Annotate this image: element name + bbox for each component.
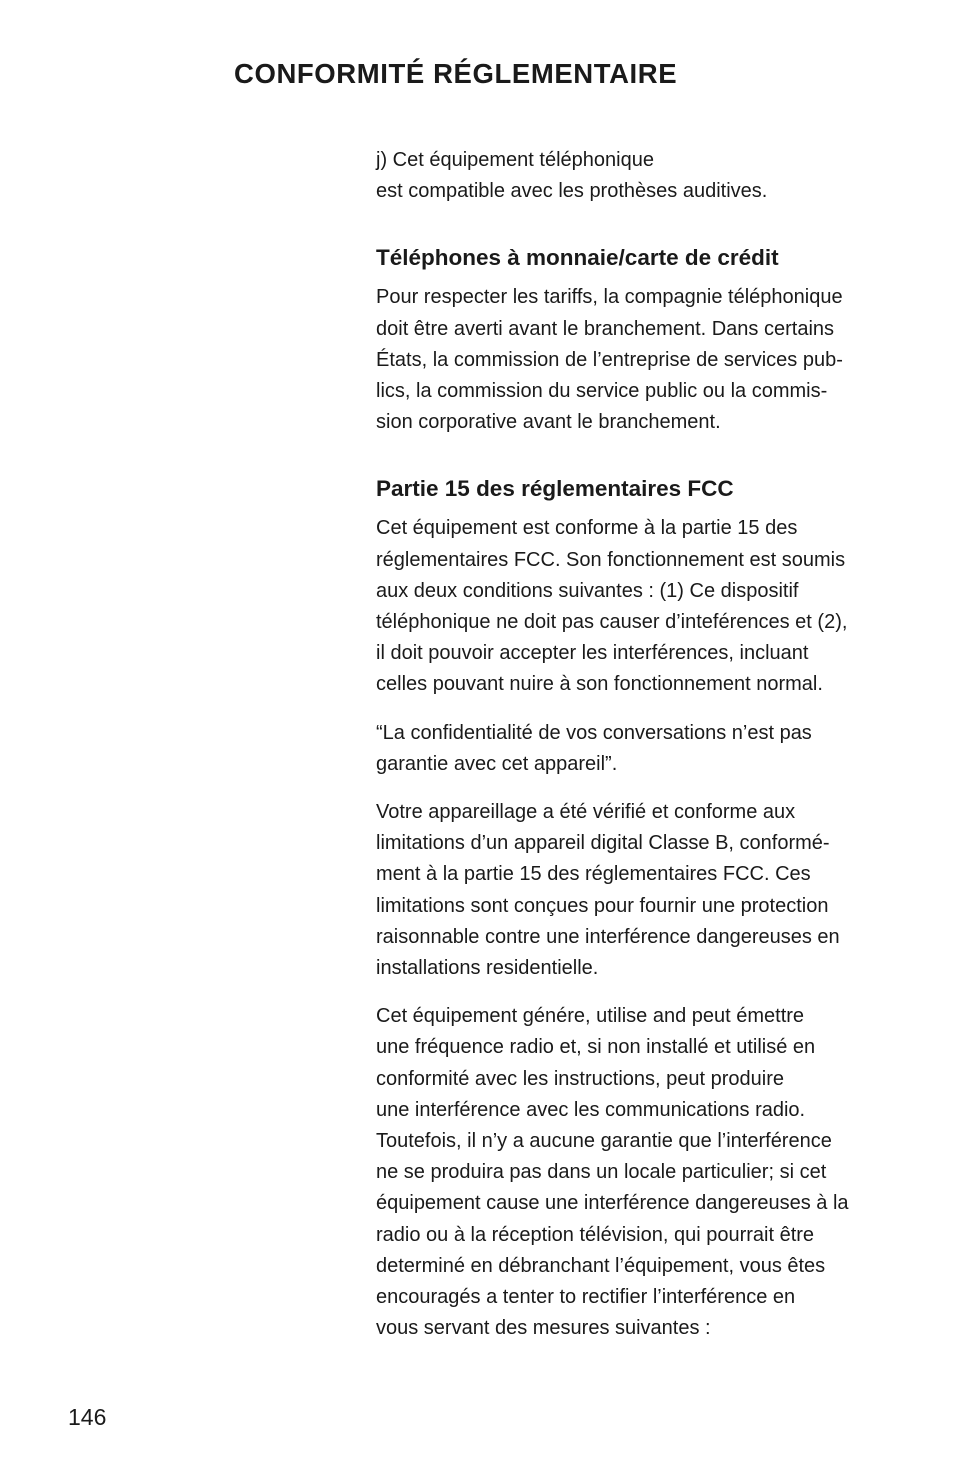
text-line: réglementaires FCC. Son fonctionnement est soumis xyxy=(376,548,846,571)
text-line: est compatible avec les prothèses auditives. xyxy=(376,180,768,203)
text-line: j) Cet équipement téléphonique xyxy=(376,149,654,171)
section-heading-coin-telephones: Téléphones à monnaie/carte de crédit xyxy=(376,245,779,271)
page-number: 146 xyxy=(68,1404,107,1430)
text-line: une fréquence radio et, si non installé et utilisé en xyxy=(376,1036,816,1059)
text-line: aux deux conditions suivantes : (1) Ce dispositif xyxy=(376,579,799,602)
text-line: États, la commission de l’entreprise de services pub- xyxy=(376,348,843,371)
text-line: “La confidentialité de vos conversations n’est pas xyxy=(376,721,812,744)
coin-telephones-paragraph xyxy=(376,282,936,438)
text-line: sion corporative avant le branchement. xyxy=(376,411,721,434)
text-line: Cet équipement est conforme à la partie 15 des xyxy=(376,517,798,540)
text-line: installations residentielle. xyxy=(376,957,599,980)
section-heading-fcc-part-15: Partie 15 des réglementaires FCC xyxy=(376,476,734,502)
text-line: encouragés a tenter to rectifier l’interférence en xyxy=(376,1286,796,1309)
text-line: garantie avec cet appareil”. xyxy=(376,752,618,775)
text-line: Pour respecter les tariffs, la compagnie téléphonique xyxy=(376,286,843,309)
main-content xyxy=(376,145,936,1345)
text-line: Cet équipement génére, utilise and peut émettre xyxy=(376,1005,805,1028)
text-line: radio ou à la réception télévision, qui pourrait être xyxy=(376,1223,815,1246)
fcc-paragraph-class-b xyxy=(376,797,936,984)
text-line: Votre appareillage a été vérifié et conforme aux xyxy=(376,801,796,824)
text-line: limitations sont conçues pour fournir une protection xyxy=(376,894,829,917)
text-line: équipement cause une interférence dangereuses à la xyxy=(376,1192,849,1215)
text-line: Toutefois, il n’y a aucune garantie que l’interférence xyxy=(376,1130,832,1153)
text-line: doit être averti avant le branchement. Dans certains xyxy=(376,317,835,340)
text-line: ment à la partie 15 des réglementaires FCC. Ces xyxy=(376,863,811,886)
fcc-paragraph-privacy xyxy=(376,718,936,780)
text-line: ne se produira pas dans un locale particulier; si cet xyxy=(376,1161,827,1184)
text-line: limitations d’un appareil digital Classe B, conformé- xyxy=(376,832,830,855)
text-line: determiné en débranchant l’équipement, vous êtes xyxy=(376,1254,826,1277)
text-line: celles pouvant nuire à son fonctionnement normal. xyxy=(376,673,823,696)
fcc-paragraph-interference xyxy=(376,1001,936,1344)
text-line: une interférence avec les communications radio. xyxy=(376,1098,806,1121)
text-line: lics, la commission du service public ou la commis- xyxy=(376,380,828,403)
text-line: raisonnable contre une interférence dangereuses en xyxy=(376,925,840,948)
page-title: CONFORMITÉ RÉGLEMENTAIRE xyxy=(234,58,678,89)
text-line: vous servant des mesures suivantes : xyxy=(376,1317,711,1340)
text-line: conformité avec les instructions, peut produire xyxy=(376,1067,784,1090)
text-line: il doit pouvoir accepter les interférences, incluant xyxy=(376,642,809,665)
intro-paragraph xyxy=(376,145,936,207)
fcc-paragraph-conditions xyxy=(376,513,936,700)
text-line: téléphonique ne doit pas causer d’inteférences et (2), xyxy=(376,611,848,634)
